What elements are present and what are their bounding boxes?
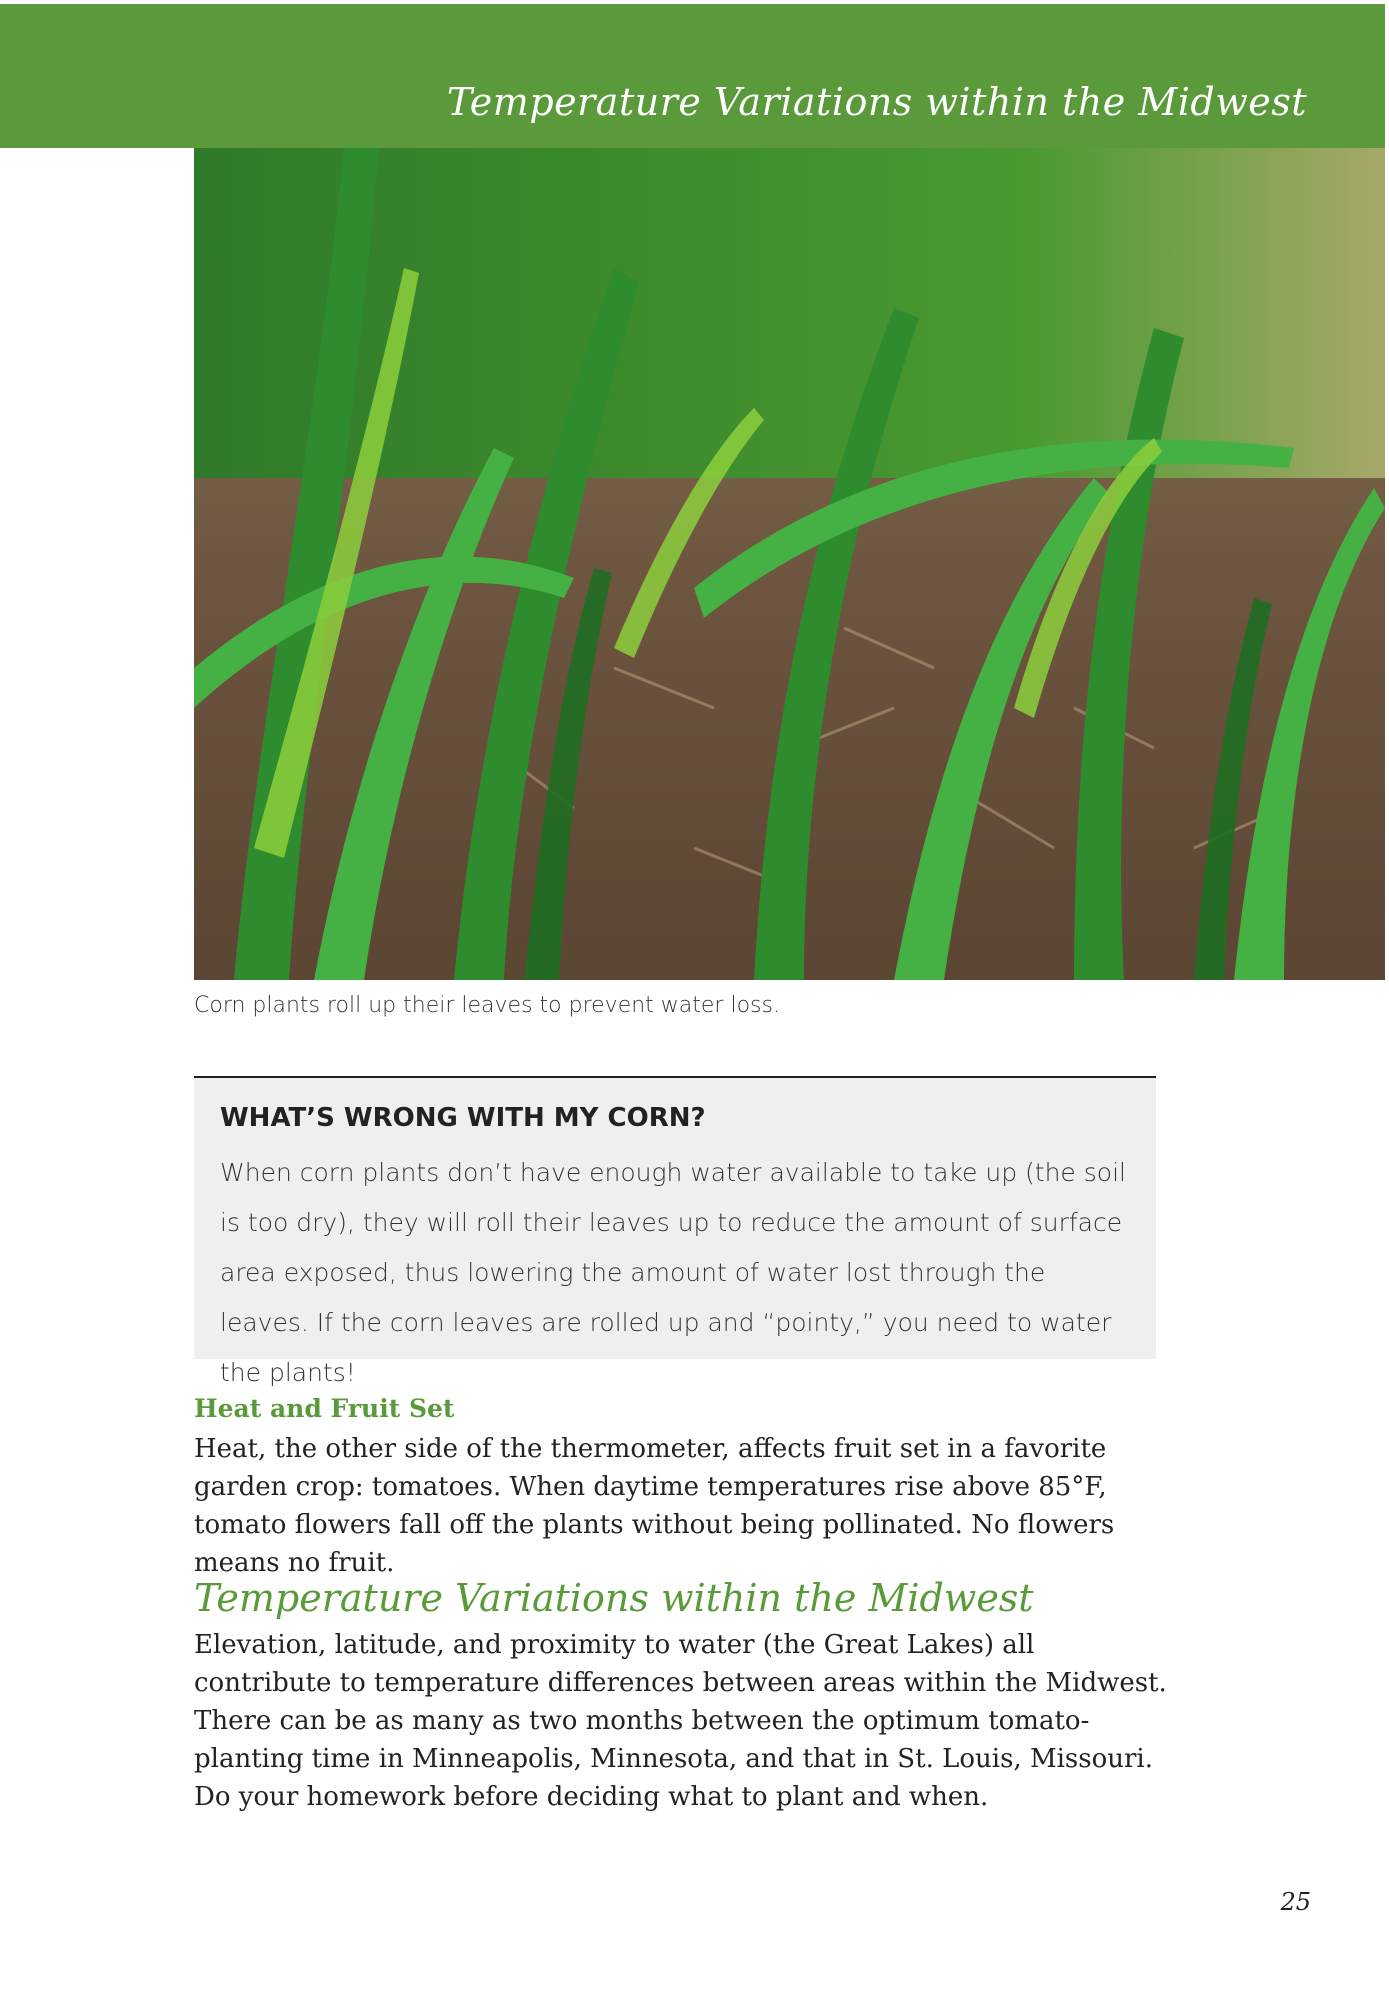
temperature-variations-heading: Temperature Variations within the Midwest	[194, 1576, 1034, 1620]
page-number: 25	[1280, 1888, 1311, 1916]
sidebar-body: When corn plants don’t have enough water available to take up (the soil is too dry), they will roll their leaves up to reduce the amount of surface area exposed, thus lowering the amount of water lost through the leaves. If the corn leaves are rolled up and “pointy,” you need to water the plants!	[220, 1158, 1126, 1387]
heat-fruit-set-paragraph: Heat, the other side of the thermometer, affects fruit set in a favorite garden crop: tomatoes. When daytime temperatures rise above 85°F, tomato flowers fall off the plants without being pollinated. No flowers means no fruit.	[194, 1434, 1115, 1578]
header-band	[0, 4, 1385, 148]
sidebar-title: WHAT’S WRONG WITH MY CORN?	[220, 1103, 706, 1133]
heat-fruit-set-heading: Heat and Fruit Set	[194, 1394, 455, 1423]
corn-plants-photo	[194, 148, 1385, 980]
running-header-title: Temperature Variations within the Midwest	[446, 80, 1307, 124]
photo-caption: Corn plants roll up their leaves to prevent water loss.	[194, 993, 780, 1018]
temperature-variations-paragraph: Elevation, latitude, and proximity to water (the Great Lakes) all contribute to temperature differences between areas within the Midwest. There can be as many as two months between the optimum tomato-planting time in Minneapolis, Minnesota, and that in St. Louis, Missouri. Do your homework before deciding what to plant and when.	[194, 1630, 1167, 1812]
corn-sidebar-box	[194, 1076, 1156, 1387]
